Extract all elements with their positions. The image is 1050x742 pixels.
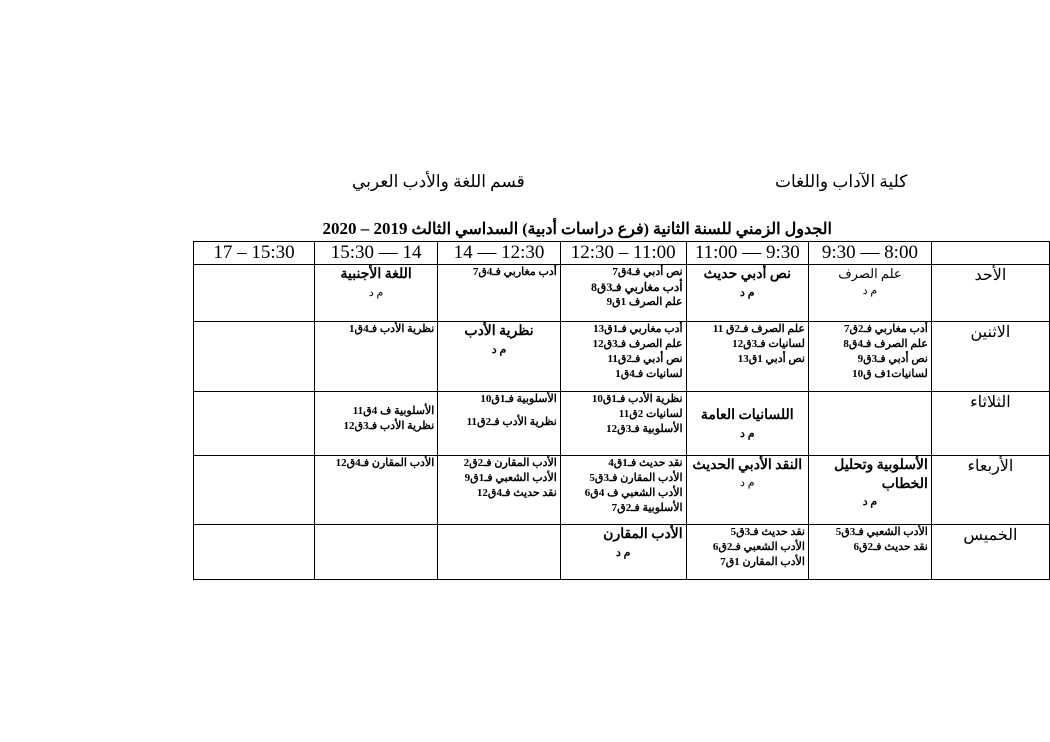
row-tuesday xyxy=(85,392,1050,456)
cell xyxy=(808,265,931,322)
time-slot: 12:30 — 14 xyxy=(438,242,561,265)
course-title: اللسانيات العامة xyxy=(700,407,794,423)
session: أدب مغاربي فـ1ق13 xyxy=(593,323,683,335)
cell xyxy=(315,456,438,525)
course-title: الأدب المقارن xyxy=(603,527,683,542)
corner-cell xyxy=(931,242,1049,265)
session: الأدب المقارن فـ3ق5 xyxy=(589,472,683,484)
time-slot: 15:30 – 17 xyxy=(194,242,315,265)
course-type: م د xyxy=(491,344,507,356)
cell xyxy=(560,322,686,392)
row-monday xyxy=(85,322,1050,392)
session: نقد حديث فـ4ق12 xyxy=(476,487,557,499)
course-title: نظرية الأدب xyxy=(464,324,534,339)
cell xyxy=(686,265,808,322)
session: نظرية الأدب فـ1ق10 xyxy=(591,393,683,405)
day-wednesday: الأربعاء xyxy=(931,456,1049,525)
row-wednesday xyxy=(85,456,1050,525)
session: أدب مغاربي فـ2ق7 xyxy=(843,323,928,335)
title-year: 2019 – 2020 xyxy=(322,219,408,238)
cell xyxy=(560,525,686,580)
cell xyxy=(560,265,686,322)
page-title xyxy=(252,219,832,239)
cell xyxy=(315,322,438,392)
cell xyxy=(808,322,931,392)
course-title: الأسلوبية وتحليل الخطاب xyxy=(834,458,928,492)
session: لسانيات فـ4ق1 xyxy=(615,368,683,380)
course-type: م د xyxy=(862,496,878,508)
cell xyxy=(315,525,438,580)
course-type: م د xyxy=(740,287,755,299)
cell xyxy=(808,456,931,525)
cell xyxy=(686,322,808,392)
cell xyxy=(194,322,315,392)
session: أدب مغاربي فـ4ق7 xyxy=(472,266,557,278)
row-thursday xyxy=(85,525,1050,580)
session: نقد حديث فـ1ق4 xyxy=(608,457,683,469)
time-slot: 14 — 15:30 xyxy=(315,242,438,265)
cell xyxy=(560,456,686,525)
session: الأسلوبية فـ3ق12 xyxy=(606,423,683,435)
session: نظرية الأدب فـ2ق11 xyxy=(466,416,557,428)
course-title: النقد الأدبي الحديث xyxy=(692,458,803,473)
cell xyxy=(315,392,438,456)
cell xyxy=(686,525,808,580)
title-text: الجدول الزمني للسنة الثانية (فرع دراسات أدبية) السداسي الثالث xyxy=(411,221,832,238)
cell xyxy=(808,392,931,456)
cell xyxy=(438,525,561,580)
session: الأسلوبية ف 4ق11 xyxy=(352,405,435,417)
course-type: م د xyxy=(368,287,384,299)
department-name: قسم اللغة والأدب العربي xyxy=(352,172,525,191)
cell xyxy=(194,265,315,322)
time-slot: 8:00 — 9:30 xyxy=(808,242,931,265)
cell xyxy=(560,392,686,456)
session: نقد حديث فـ3ق5 xyxy=(730,526,805,538)
course-type: م د xyxy=(740,427,755,440)
schedule-table xyxy=(84,241,1050,580)
session: نص أدبي فـ3ق9 xyxy=(857,353,928,365)
session: لسانيات1ف ق10 xyxy=(852,368,928,380)
cell xyxy=(438,265,561,322)
session: لسانيات فـ3ق12 xyxy=(732,338,805,350)
session: نظرية الأدب فـ4ق1 xyxy=(349,323,435,335)
session: علم الصرف 1ق9 xyxy=(606,296,683,308)
course-title: نص أدبي حديث xyxy=(703,267,791,282)
cell xyxy=(438,322,561,392)
session: علم الصرف فـ4ق8 xyxy=(843,338,928,350)
cell xyxy=(808,525,931,580)
cell xyxy=(686,392,808,456)
course-title: علم الصرف xyxy=(838,266,902,281)
day-tuesday: الثلاثاء xyxy=(931,392,1049,456)
cell xyxy=(315,265,438,322)
session: الأدب المقارن فـ2ق2 xyxy=(463,457,557,469)
day-monday: الاثنين xyxy=(931,322,1049,392)
session: الأدب الشعبي فـ1ق9 xyxy=(464,472,557,484)
cell xyxy=(194,525,315,580)
session: الأدب الشعبي فـ2ق6 xyxy=(712,541,805,553)
course-type: م د xyxy=(615,547,631,559)
time-header-row xyxy=(85,242,1050,265)
faculty-name: كلية الآداب واللغات xyxy=(775,172,908,191)
day-thursday: الخميس xyxy=(931,525,1049,580)
day-sunday: الأحد xyxy=(931,265,1049,322)
session: الأسلوبية فـ2ق7 xyxy=(611,502,683,514)
session: أدب مغاربي فـ3ق8 xyxy=(591,280,683,294)
session: نص أدبي فـ2ق11 xyxy=(607,353,683,365)
session: نقد حديث فـ2ق6 xyxy=(853,541,928,553)
cell xyxy=(438,392,561,456)
cell xyxy=(438,456,561,525)
time-slot: 11:00 – 12:30 xyxy=(560,242,686,265)
cell xyxy=(194,456,315,525)
course-type: م د xyxy=(740,477,755,489)
session: نص أدبي 1ق13 xyxy=(737,353,805,365)
session: الأدب المقارن 1ق7 xyxy=(720,556,805,568)
cell xyxy=(194,392,315,456)
row-sunday xyxy=(85,265,1050,322)
session: لسانيات 2ق11 xyxy=(618,408,683,420)
session: الأدب الشعبي فـ3ق5 xyxy=(835,526,928,538)
session: الأسلوبية فـ1ق10 xyxy=(480,393,557,405)
session: الأدب المقارن فـ4ق12 xyxy=(335,457,435,469)
session: علم الصرف فـ2ق 11 xyxy=(712,323,805,335)
session: الأدب الشعبي ف 4ق6 xyxy=(584,487,683,499)
time-slot: 9:30 — 11:00 xyxy=(686,242,808,265)
session: نص أدبي فـ4ق7 xyxy=(612,266,683,278)
session: علم الصرف فـ3ق12 xyxy=(592,338,683,350)
course-type: م د xyxy=(862,285,878,297)
course-title: اللغة الأجنبية xyxy=(340,267,412,282)
session: نظرية الأدب فـ3ق12 xyxy=(343,420,435,432)
cell xyxy=(686,456,808,525)
